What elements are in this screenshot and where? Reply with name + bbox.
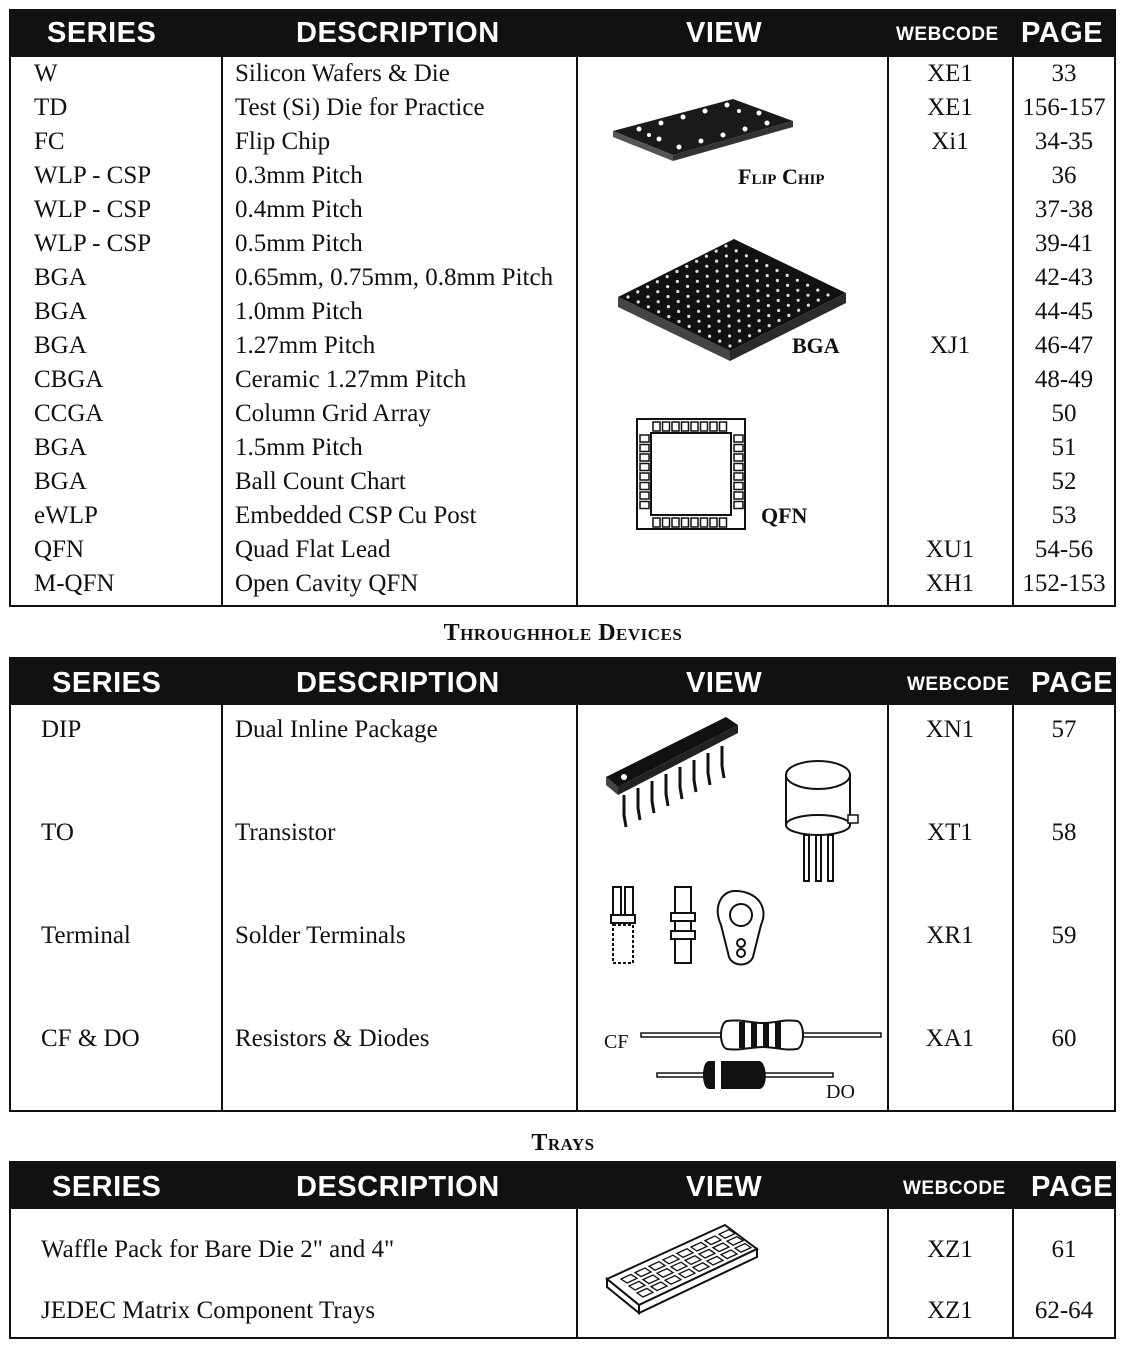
series-cell: WLP - CSP <box>34 230 152 257</box>
page-cell: 44-45 <box>1034 298 1094 325</box>
surface-mount-table <box>9 9 1116 607</box>
header-webcode: WEBCODE <box>903 1178 1006 1199</box>
waffle-pack-icon <box>605 1223 765 1323</box>
page-cell: 46-47 <box>1034 332 1094 359</box>
header-view: VIEW <box>686 17 763 49</box>
description-cell: Transistor <box>235 819 336 846</box>
header-page: PAGE <box>1021 17 1104 49</box>
series-cell: TO <box>41 819 74 846</box>
description-cell: Flip Chip <box>235 128 331 155</box>
throughhole-table <box>9 657 1116 1112</box>
page-cell: 37-38 <box>1034 196 1094 223</box>
series-cell: BGA <box>34 434 87 461</box>
description-cell: 1.0mm Pitch <box>235 298 363 325</box>
series-cell: eWLP <box>34 502 98 529</box>
qfn-label: QFN <box>761 503 808 528</box>
do-label: DO <box>826 1081 855 1103</box>
dip-icon <box>604 715 744 835</box>
series-cell: WLP - CSP <box>34 162 152 189</box>
page-cell: 39-41 <box>1034 230 1094 257</box>
series-cell: W <box>34 60 58 87</box>
cf-label: CF <box>604 1031 629 1053</box>
page-cell: 58 <box>1051 819 1077 846</box>
flip-chip-icon <box>609 95 799 175</box>
qfn-icon <box>635 417 749 533</box>
webcode-cell: XR1 <box>926 922 974 949</box>
page-cell: 36 <box>1051 162 1077 189</box>
header-view: VIEW <box>686 1171 763 1203</box>
transistor-icon <box>784 755 864 885</box>
diode-icon <box>655 1057 835 1093</box>
webcode-cell: XE1 <box>927 94 973 121</box>
trays-table <box>9 1161 1116 1348</box>
series-cell: FC <box>34 128 65 155</box>
webcode-cell: XE1 <box>927 60 973 87</box>
page-cell: 57 <box>1051 716 1077 743</box>
solder-terminal-icon <box>609 885 779 967</box>
description-cell: Open Cavity QFN <box>235 570 419 597</box>
description-cell: Solder Terminals <box>235 922 406 949</box>
description-cell: 0.3mm Pitch <box>235 162 363 189</box>
description-cell: 0.4mm Pitch <box>235 196 363 223</box>
page-cell: 152-153 <box>1022 570 1106 597</box>
description-cell: Resistors & Diodes <box>235 1025 430 1052</box>
series-cell: CCGA <box>34 400 104 427</box>
series-cell: QFN <box>34 536 85 563</box>
description-cell: Ceramic 1.27mm Pitch <box>235 366 467 393</box>
description-cell: Waffle Pack for Bare Die 2" and 4" <box>41 1236 395 1263</box>
resistor-icon <box>639 1017 879 1053</box>
description-cell: 0.65mm, 0.75mm, 0.8mm Pitch <box>235 264 554 291</box>
flip-chip-label: Flip Chip <box>738 164 825 189</box>
page-cell: 61 <box>1051 1236 1077 1263</box>
series-cell: BGA <box>34 468 87 495</box>
table-header <box>9 9 1116 57</box>
header-series: SERIES <box>52 667 162 699</box>
page-cell: 34-35 <box>1034 128 1094 155</box>
series-cell: CBGA <box>34 366 104 393</box>
header-description: DESCRIPTION <box>296 667 500 699</box>
webcode-cell: XZ1 <box>927 1297 973 1324</box>
description-cell: 1.27mm Pitch <box>235 332 376 359</box>
series-cell: BGA <box>34 264 87 291</box>
webcode-cell: XA1 <box>925 1025 975 1052</box>
webcode-cell: Xi1 <box>931 128 969 155</box>
webcode-cell: XZ1 <box>927 1236 973 1263</box>
webcode-cell: XJ1 <box>929 332 971 359</box>
series-cell: TD <box>34 94 68 121</box>
throughhole-title: Throughhole Devices <box>443 620 683 646</box>
description-cell: JEDEC Matrix Component Trays <box>41 1297 376 1324</box>
page-cell: 53 <box>1051 502 1077 529</box>
trays-title: Trays <box>531 1130 595 1156</box>
page-cell: 50 <box>1051 400 1077 427</box>
table-header <box>9 657 1116 705</box>
description-cell: Silicon Wafers & Die <box>235 60 450 87</box>
webcode-cell: XH1 <box>925 570 975 597</box>
page-cell: 51 <box>1051 434 1077 461</box>
series-cell: WLP - CSP <box>34 196 152 223</box>
table-header <box>9 1161 1116 1209</box>
header-view: VIEW <box>686 667 763 699</box>
series-cell: DIP <box>41 716 82 743</box>
description-cell: Embedded CSP Cu Post <box>235 502 477 529</box>
series-cell: CF & DO <box>41 1025 140 1052</box>
header-description: DESCRIPTION <box>296 1171 500 1203</box>
header-series: SERIES <box>52 1171 162 1203</box>
page-cell: 60 <box>1051 1025 1077 1052</box>
header-webcode: WEBCODE <box>907 674 1010 695</box>
description-cell: 1.5mm Pitch <box>235 434 363 461</box>
page-cell: 48-49 <box>1034 366 1094 393</box>
description-cell: Dual Inline Package <box>235 716 438 743</box>
page-cell: 156-157 <box>1022 94 1106 121</box>
page-cell: 33 <box>1051 60 1077 87</box>
description-cell: Test (Si) Die for Practice <box>235 94 485 121</box>
series-cell: BGA <box>34 332 87 359</box>
series-cell: BGA <box>34 298 87 325</box>
page-cell: 62-64 <box>1034 1297 1094 1324</box>
webcode-cell: XU1 <box>925 536 975 563</box>
header-series: SERIES <box>47 17 157 49</box>
series-cell: M-QFN <box>34 570 115 597</box>
description-cell: Quad Flat Lead <box>235 536 391 563</box>
series-cell: Terminal <box>41 922 131 949</box>
webcode-cell: XT1 <box>927 819 973 846</box>
page-cell: 52 <box>1051 468 1077 495</box>
description-cell: Ball Count Chart <box>235 468 406 495</box>
bga-label: BGA <box>792 333 840 358</box>
header-description: DESCRIPTION <box>296 17 500 49</box>
page-cell: 59 <box>1051 922 1077 949</box>
page-cell: 42-43 <box>1034 264 1094 291</box>
description-cell: 0.5mm Pitch <box>235 230 363 257</box>
webcode-cell: XN1 <box>925 716 975 743</box>
header-webcode: WEBCODE <box>896 24 999 45</box>
page-cell: 54-56 <box>1034 536 1094 563</box>
description-cell: Column Grid Array <box>235 400 431 427</box>
header-page: PAGE <box>1031 667 1114 699</box>
header-page: PAGE <box>1031 1171 1114 1203</box>
